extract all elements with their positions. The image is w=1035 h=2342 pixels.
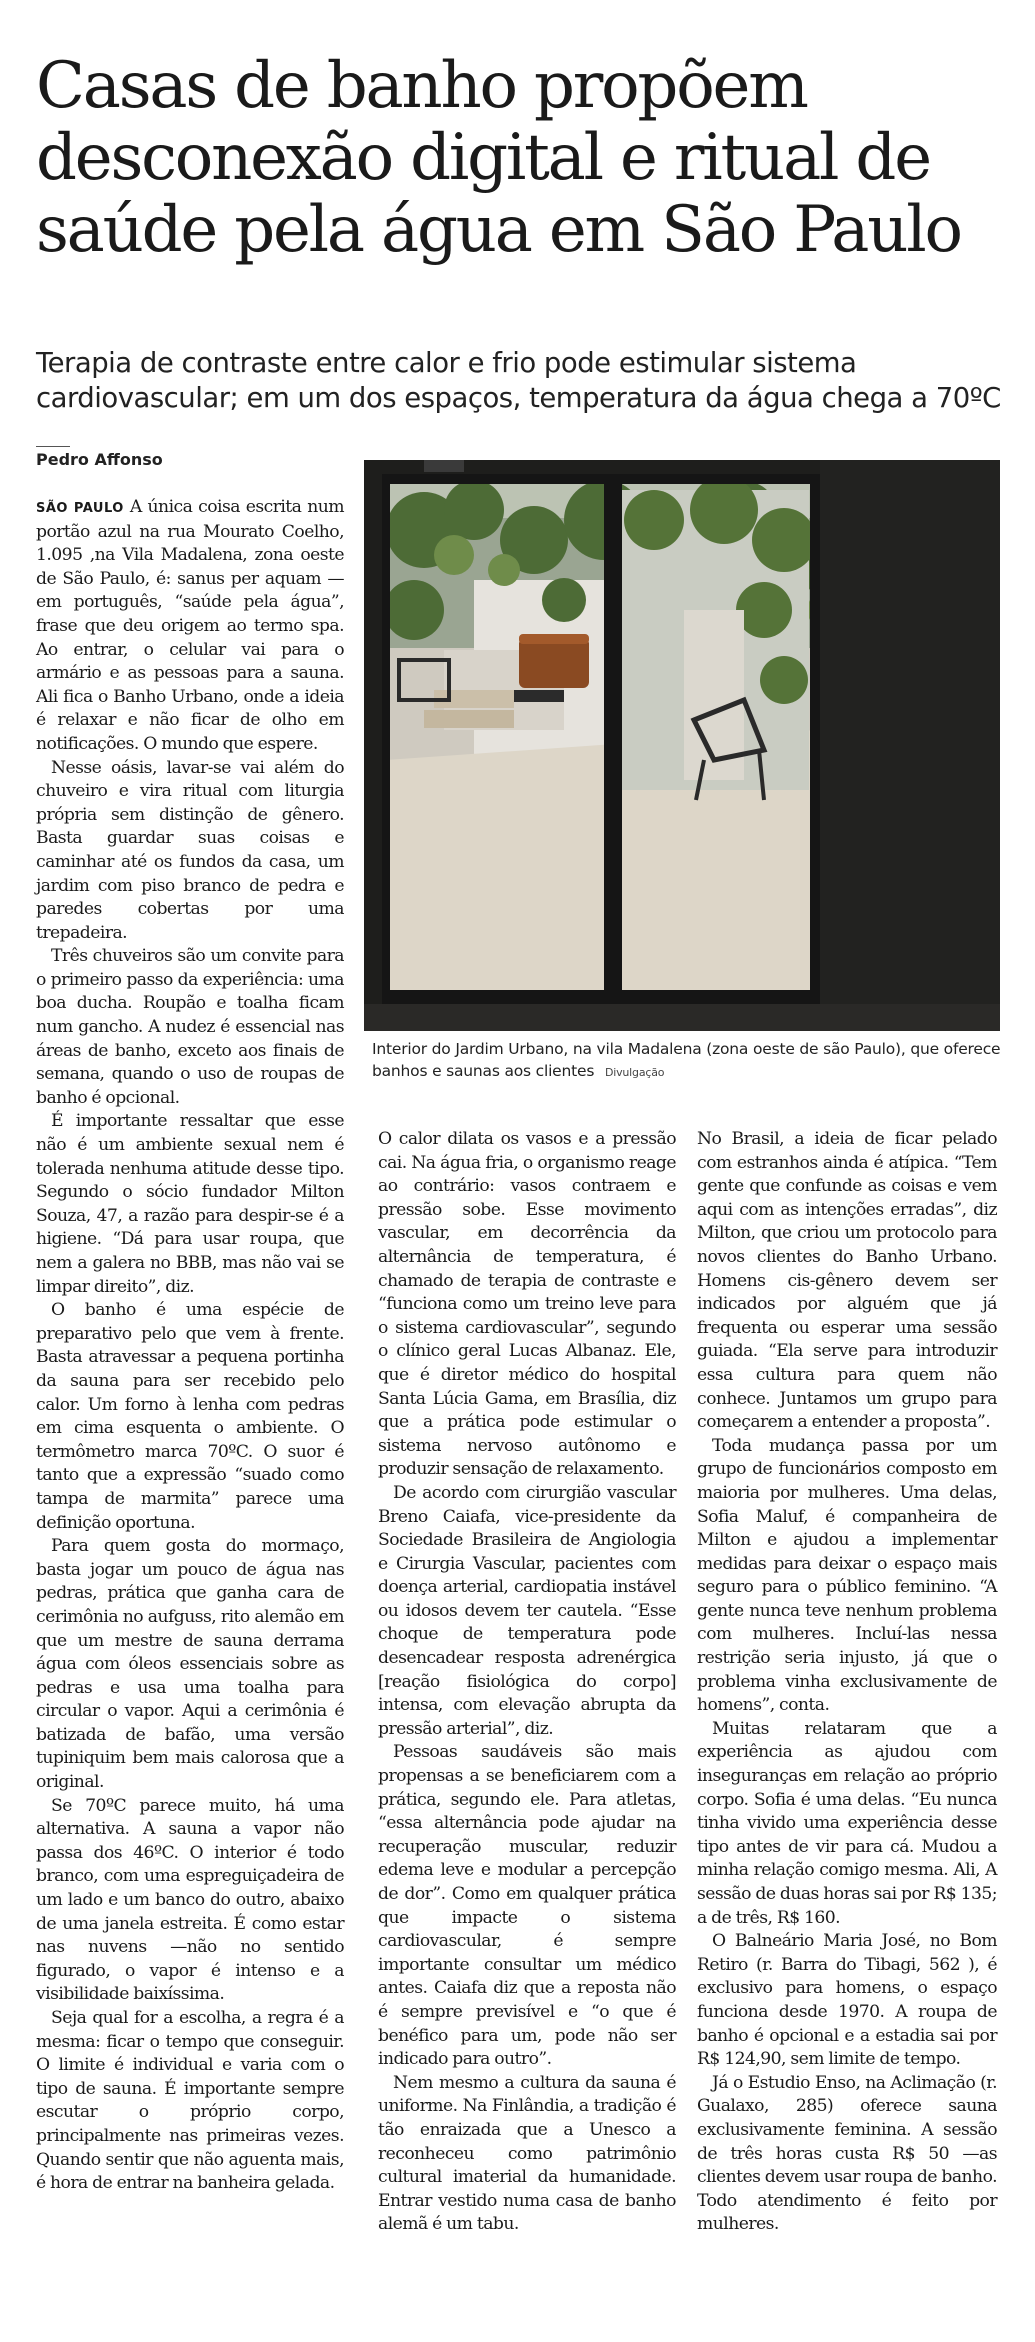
article-photo [364,460,1000,1031]
article-paragraph: O Balneário Maria José, no Bom Retiro (r. Barra do Tibagi, 562 ), é exclusivo para homens, o espaço funciona desde 1970. A roupa de banho é opcional e a estadia sai por R$ 124,90, sem limite de tempo. [697,1931,997,2070]
article-paragraph: Muitas relataram que a experiência as ajudou com inseguranças em relação ao próprio corpo. Sofia é uma delas. “Eu nunca tinha vivido uma experiência desse tipo antes de vir para cá. Mudou a minha relação comigo mesma. Ali, A sessão de duas horas sai por R$ 135; a de três, R$ 160. [697,1718,997,1928]
photo-illustration [364,460,1000,1031]
article-paragraph: O banho é uma espécie de preparativo pelo que vem à frente. Basta atravessar a pequena portinha da sauna para ser recebido pelo calor. Um forno à lenha com pedras em cima esquenta o ambiente. O termômetro marca 70ºC. O suor é tanto que a expressão “suado como tampa de marmita” parece uma definição oportuna. [36,1300,344,1533]
article-column-3 [697,1128,997,2237]
paragraph-text: A única coisa escrita num portão azul na rua Mourato Coelho, 1.095 ,na Vila Madalena, zona oeste de São Paulo, é: sanus per aquam —em português, “saúde pela água”, frase que deu origem ao termo spa. Ao entrar, o celular vai para o armário e as pessoas para a sauna. Ali fica o Banho Urbano, onde a ideia é relaxar e não ficar de olho em notificações. O mundo que espere. [36,497,344,754]
photo-credit: Divulgação [604,1066,665,1079]
article-column-1 [36,496,344,2196]
article-paragraph: O calor dilata os vasos e a pressão cai. Na água fria, o organismo reage ao contrário: vasos contraem e pressão sobe. Esse movimento vascular, em decorrência da alternância de temperatura, é chamado de terapia de contraste e “funciona como um treino leve para o sistema cardiovascular”, segundo o clínico geral Lucas Albanaz. Ele, que é diretor médico do hospital Santa Lúcia Gama, em Brasília, diz que a prática pode estimular o sistema nervoso autônomo e produzir sensação de relaxamento. [378,1129,676,1480]
article-paragraph: Nem mesmo a cultura da sauna é uniforme. Na Finlândia, a tradição é tão enraizada que a Unesco a reconheceu como patrimônio cultural imaterial da humanidade. Entrar vestido numa casa de banho alemã é um tabu. [378,2072,676,2235]
photo-caption [372,1038,1002,1084]
article-paragraph: Já o Estudio Enso, na Aclimação (r. Gualaxo, 285) oferece sauna exclusivamente feminina. A sessão de três horas custa R$ 50 —as clientes devem usar roupa de banho. Todo atendimento é feito por mulheres. [697,2072,997,2235]
article-paragraph: Toda mudança passa por um grupo de funcionários composto em maioria por mulheres. Uma delas, Sofia Maluf, é companheira de Milton e ajudou a implementar medidas para deixar o espaço mais seguro para o público feminino. “A gente nunca teve nenhum problema com mulheres. Incluí-las nessa restrição seria injusto, já que o problema vinha exclusivamente de homens”, conta. [697,1435,997,1716]
article-paragraph: Pessoas saudáveis são mais propensas a se beneficiarem com a prática, segundo ele. Para atletas, “essa alternância pode ajudar na recuperação muscular, reduzir edema leve e modular a percepção de dor”. Como em qualquer prática que impacte o sistema cardiovascular, é sempre importante consultar um médico antes. Caiafa diz que a reposta não é sempre previsível e “o que é benéfico para um, pode não ser indicado para outro”. [378,1742,676,2070]
article-column-2 [378,1128,676,2237]
dateline: SÃO PAULO [36,501,124,516]
article-paragraph: Nesse oásis, lavar-se vai além do chuveiro e vira ritual com liturgia própria sem distinção de gênero. Basta guardar suas coisas e caminhar até os fundos da casa, um jardim com piso branco de pedra e paredes cobertas por uma trepadeira. [36,757,344,943]
article-paragraph: De acordo com cirurgião vascular Breno Caiafa, vice-presidente da Sociedade Brasileira de Angiologia e Cirurgia Vascular, pacientes com doença arterial, cardiopatia instável ou idosos devem ter cautela. “Esse choque de temperatura pode desencadear resposta adrenérgica [reação fisiológica do corpo] intensa, com elevação abrupta da pressão arterial”, diz. [378,1482,676,1739]
byline-author: Pedro Affonso [36,450,163,469]
article-paragraph [36,496,344,757]
article-paragraph: Seja qual for a escolha, a regra é a mesma: ficar o tempo que conseguir. O limite é individual e varia com o tipo de sauna. É importante sempre escutar o próprio corpo, principalmente nas primeiras vezes. Quando sentir que não aguenta mais, é hora de entrar na banheira gelada. [36,2008,344,2194]
article-paragraph: Se 70ºC parece muito, há uma alternativa. A sauna a vapor não passa dos 46ºC. O interior é todo branco, com uma espreguiçadeira de um lado e um banco do outro, abaixo de uma janela estreita. É como estar nas nuvens —não no sentido figurado, o vapor é intenso e a visibilidade baixíssima. [36,1795,344,2005]
article-paragraph: Três chuveiros são um convite para o primeiro passo da experiência: uma boa ducha. Roupão e toalha ficam num gancho. A nudez é essencial nas áreas de banho, exceto aos finais de semana, quando o uso de roupas de banho é opcional. [36,946,344,1108]
article-paragraph: No Brasil, a ideia de ficar pelado com estranhos ainda é atípica. “Tem gente que confunde as coisas e vem aqui com as intenções erradas”, diz Milton, que criou um protocolo para novos clientes do Banho Urbano. Homens cis-gênero devem ser indicados por alguém que já frequenta ou esperar uma sessão guiada. “Ela serve para introduzir essa cultura para quem não conhece. Juntamos um grupo para começarem a entender a proposta”. [697,1129,997,1433]
article-paragraph: Para quem gosta do mormaço, basta jogar um pouco de água nas pedras, prática que ganha cara de cerimônia no aufguss, rito alemão em que um mestre de sauna derrama água com óleos essenciais sobre as pedras e usa uma toalha para circular o vapor. Aqui a cerimônia é batizada de bafão, uma versão tupiniquim bem mais calorosa que a original. [36,1536,344,1793]
byline-divider [36,446,70,447]
article-paragraph: É importante ressaltar que esse não é um ambiente sexual nem é tolerada nenhuma atitude desse tipo. Segundo o sócio fundador Milton Souza, 47, a razão para despir-se é a higiene. “Dá para usar roupa, que nem a galera no BBB, mas não vai se limpar direito”, diz. [36,1111,344,1297]
subheadline: Terapia de contraste entre calor e frio pode estimular sistema cardiovascular; em um dos espaços, temperatura da água chega a 70ºC [36,347,1001,414]
caption-text: Interior do Jardim Urbano, na vila Madalena (zona oeste de são Paulo), que oferece banhos e saunas aos clientes [372,1040,1001,1080]
headline: Casas de banho propõem desconexão digital e ritual de saúde pela água em São Paulo [36,49,961,267]
